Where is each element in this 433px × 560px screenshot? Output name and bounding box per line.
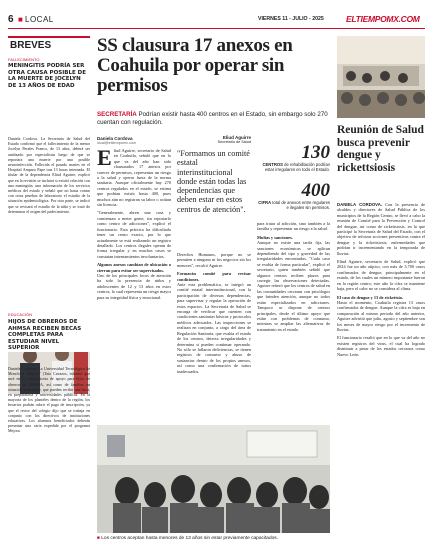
breve-kicker: EDUCACIÓN [8, 312, 33, 317]
column-3-subhead: Multas y sanciones. [257, 234, 293, 240]
byline-author: Daniela Cordova [97, 136, 133, 141]
breve-body: Daniela Cordova. La Secretaría de Salud del Estado confirmó que el fallecimiento de la menor Jocelyn Perales Franco, de 13 años, deberá ser analizado por especialistas luego de que se reportara una muerte por una posible neuroinfección. Fallecida el pasado martes en el Hospital Amparo Pape tras 13 horas internada. El titular de la dependencia Eliud Aguirre, explicó que en la revisión se incluirá si existió relación con una meningitis; una información de los servicios médicos del estado y señaló que no hasta contar con otras pruebas de laboratorio el estudio de la situación epidemiológica. Por otra parte, se indicó que se revisará el estudio de la niña y se trató de determinar el origen del padecimiento. [8, 136, 90, 214]
byline-email: local@eltiempomx.com [97, 141, 137, 145]
page-header [8, 14, 425, 29]
quote-author-role: Secretario de Salud [217, 140, 251, 144]
stat-label: CIFRA [258, 200, 272, 205]
stat-text: de rehabilitación podrían estar irregulares en todo el Estado. [264, 162, 330, 173]
column-1-text: liud Aguirre, secretario de Salud en Coahuila, señaló que en lo que va del año han sido clausurados 17 anexos por carecer de permisos, representar un riesgo a la salud y operar fuera de la norma sanitaria. Aunque oficialmente hay 270 centros regulados en el estado, se estima que podrían existir hasta 400, pues muchos aún no registran su labor o actúan sin licencia. [97, 148, 171, 208]
stat-box-1 [257, 144, 330, 172]
side-headline: Reunión de Salud busca prevenir dengue y rickettsiosis [337, 124, 424, 174]
breve-text [8, 136, 90, 276]
byline [97, 136, 136, 145]
column-2-text: Derechos Humanos, porque no se permiten a ninguno ni los negocios sin los menores", recalcó Aguirre. [177, 252, 251, 268]
side-byline: DANIELA CORDOVA. [337, 202, 383, 207]
breve-body: Daniela Cordova. La Universidad Tecnológica de Monclova "Mejora" (Tato Cavazos, informó que será en la convocatoria de apoyo para hijos de obreros de AHMSA, así como de familias en situación vulnerable, que pueden recibir una beca, en preparatoria y universidades públicas. En la mayoría de los planteles dentro de la región, los becarios podrán cubrir el pago de inscripción, ya que el rector del colegio dijo que se trabaja en conjunto con los directivos de instituciones educativas. Los alumnos beneficiados deberán presentar una carta expedida por el programa Mejora. [8, 366, 90, 434]
quote-author-name: Eliud Aguirre [222, 135, 251, 140]
stat-number: 130 [301, 142, 330, 163]
side-text-1-body: Con la presencia de alcaldes y directores de Salud Pública de los municipios de la Región Centro, se llevó a cabo la reunión de Comité para la Prevención y Control del dengue, así como de rickettsiosis, en la que participó la Secretaría de Salud del Estado, con el objetivo de reforzar acciones preventivas contra el dengue y la rickettsiosis, enfermedades que podrían ir incrementando en la temporada de lluvias. [337, 202, 425, 256]
side-text-4: El funcionario resaltó que en lo que va del año no existen registros del virus, el cual ha logrado disminuir a pesar de los estados cercanos como Nuevo León. [337, 335, 425, 357]
column-1 [97, 148, 171, 418]
stat-box-2 [257, 182, 330, 210]
side-photo [337, 36, 425, 118]
column-2 [177, 252, 251, 422]
stat-text: total de anexos entre regulares e ilegales sin permisos. [271, 200, 330, 211]
section-name: LOCAL [25, 15, 54, 24]
page-date: VIERNES 11 - JULIO - 2025 [258, 16, 324, 22]
caption-text: Los centros aceptan hasta menores de 13 años sin estar previamente capacitados. [101, 536, 279, 541]
main-story [97, 36, 330, 556]
side-text-2: Eliud Aguirre, secretario de Salud, explicó que 2024 fue un año atípico, con más de 3,700 casos confirmados de dengue, principalmente en el estado, de los cuales un número importante fueron en la región centro; este año la cifra se mantiene baja, pero el calor no se considera al clima. [337, 259, 425, 292]
quote-text: "Formamos un comité estatal interinstitucional donde están todas las dependencias que deben estar en estos centros de atención". [177, 149, 250, 214]
main-headline: SS clausura 17 anexos en Coahuila por operar sin permisos [97, 35, 293, 96]
quote-author [205, 135, 251, 144]
column-2-subhead: Formarán comité para revisar condiciones. [177, 271, 251, 282]
breve-headline: HIJOS DE OBREROS DE AHMSA RECIBEN BECAS COMPLETAS PARA ESTUDIAR NIVEL SUPERIOR [8, 319, 90, 352]
deck-text: Podrían existir hasta 400 centros en el Estado, sin embargo solo 270 cuentan con regulación. [97, 111, 328, 126]
side-subhead: El caso de dengue y 13 de rickettsia. [337, 294, 403, 300]
column-3-text-2: Aunque no existe una tarifa fija, las sanciones económicas se aplican dependiendo del tipo y gravedad de las irregularidades encontradas. "Cada caso se evalúa de forma particular", explicó el secretario, quien también señaló que algunos centros reciben plazos para corregir las observaciones detectadas. Aguirre reiteró que los centros de salud en las comunidades cercanas con psicólogos que brinden atención, aunque no todos están especializados en adicciones. Tampoco se dispone de centros principales, desde el último apoyo que están con problemas de consumo, mientras se ampliar las alternativas de tratamiento en el estado. [257, 240, 330, 332]
section-marker-icon: ■ [18, 15, 23, 24]
dropcap: E [97, 148, 112, 170]
deck-label: SECRETARÍA [97, 111, 137, 118]
page-number: 6 [8, 14, 14, 25]
side-text-3: Hasta el momento, Coahuila registra 13 casos confirmados de dengue. Aunque la cifra es baja en comparación al mismo periodo del año anterior, Aguirre advirtió que julio, agosto y septiembre son los meses de mayor riesgo por el incremento de lluvias. [337, 299, 425, 332]
main-photo [97, 425, 330, 533]
breve-text [8, 366, 90, 486]
breves-column [8, 36, 90, 556]
main-deck [97, 111, 329, 126]
side-story [337, 36, 425, 556]
breves-title-bar [8, 36, 90, 54]
rehab-center-image [97, 425, 330, 533]
breves-title: BREVES [10, 40, 52, 51]
breve-headline: MENINGITIS PODRÍA SER OTRA CAUSA POSIBLE DE LA MUERTE DE JOCELYN DE 13 AÑOS DE EDAD [8, 63, 86, 89]
photo-caption [97, 536, 330, 541]
column-3 [257, 221, 330, 421]
column-2-text-2: Ante esta problemática, se integró un comité estatal interinstitucional, con la participación de diversas dependencias, para supervisar y regular la operación de estos espacios. La Secretaría de Salud se encarga de verificar que cuenten con condiciones sanitarias básicas y protocolos médicos adecuados. Las inspecciones se realizan en conjunto, a cargo del área de Regulación Sanitaria, que evalúa el estado de los centros, detecta irregularidades y determina si pueden continuar operando. No sólo se fallaron deficiencias, se tienen registros de consumo y abuso de sustancias dentro de los propios anexos, así como una confirmación de tratos inadecuados. [177, 282, 251, 374]
stat-label: CENTROS [262, 162, 283, 167]
meeting-image [337, 36, 425, 118]
breve-kicker: FALLECIMIENTO [8, 57, 40, 62]
column-1-text-2: "Generalmente, abren una casa y comienzan a meter gente, sin reportarlo como centro de adicciones", explicó el funcionario. Esta práctica ha dificultado tener un censo exacto, por lo que actualmente se está realizando un registro detallado. Los centros ilegales operan de forma irregular y en muchos casos se constatan internamientos involuntarios. [97, 210, 171, 259]
brand-logo: ELTIEMPOMX.COM [346, 14, 420, 24]
side-text-1 [337, 202, 425, 256]
caption-marker-icon: ■ [97, 536, 100, 541]
side-body [337, 202, 425, 552]
stat-caption [257, 200, 330, 210]
column-3-text: para tratar al adicción, sino también a la familia y representar un riesgo a la salud. [257, 221, 330, 232]
stat-caption [257, 162, 330, 172]
column-1-subhead: Algunos anexos cambian de ubicación o cierran para evitar ser supervisados. [97, 262, 171, 273]
stat-number: 400 [301, 180, 330, 201]
column-1-text-3: Uno de los principales focos de atención ha sido la presencia de niños y adolescentes de 12 y 13 años en estos centros, lo cual representa un riesgo mayor para su integridad física y emocional. [97, 272, 171, 300]
